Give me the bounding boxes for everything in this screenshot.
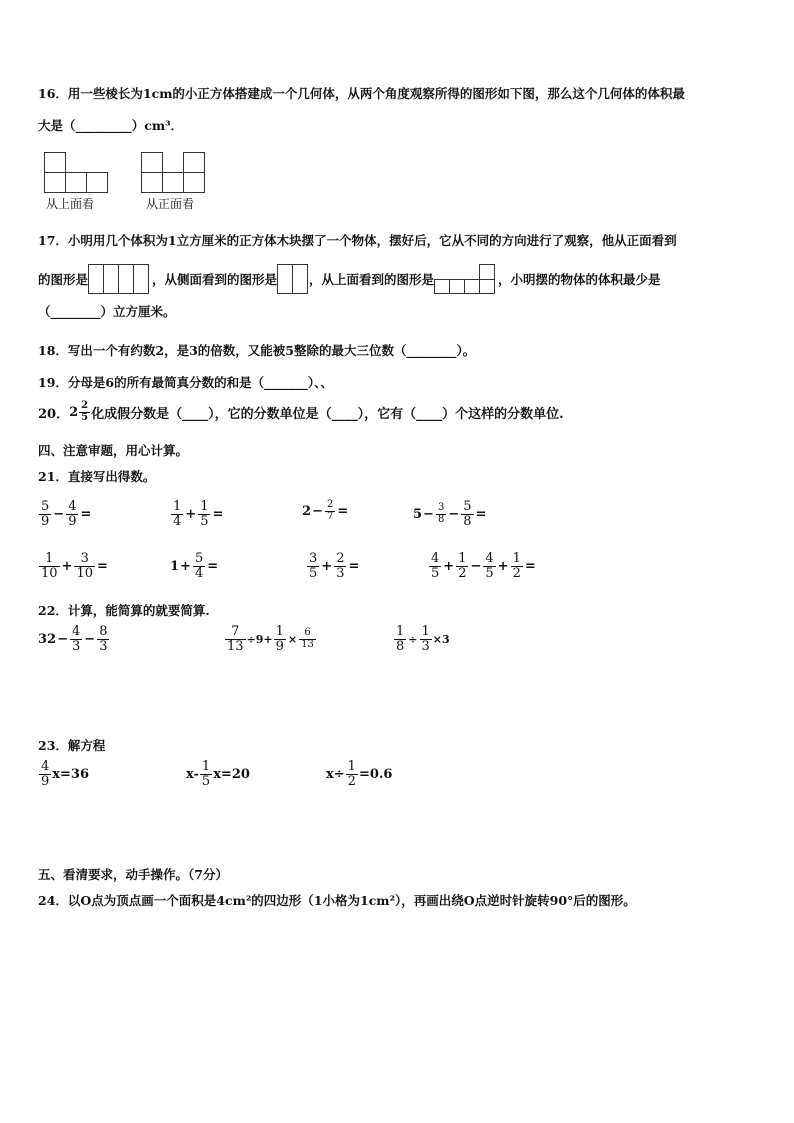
q21-expr-8: $\frac{4}{5}$ + $\frac{1}{2}$ − $\frac{4}{5}$ + $\frac{1}{2}$ = — [431, 551, 536, 581]
q20-whole: 2 — [69, 404, 79, 420]
q23-equation-2: x- $\frac{1}{5}$ x=20 — [186, 759, 250, 789]
q17-line3: （________）立方厘米。 — [38, 304, 176, 319]
q24-text: 24．以O点为顶点画一个面积是4cm²的四边形（1小格为1cm²），再画出绕O点逆时针旋转90°后的图形。 — [38, 893, 636, 908]
q17-top-view-figure — [434, 264, 498, 294]
q21-expr-3: 2 − $\frac{2}{7}$ = — [302, 499, 349, 522]
q16-caption-front: 从正面看 — [146, 197, 195, 211]
q20-text: 化成假分数是（____），它的分数单位是（____），它有（____）个这样的分数单位. — [91, 406, 564, 422]
q21-expr-5: $\frac{1}{10}$ + $\frac{3}{10}$ = — [41, 551, 108, 581]
q16-top-view-figure — [44, 152, 110, 194]
q20-line — [38, 401, 564, 423]
q22-title: 22．计算，能简算的就要简算. — [38, 603, 210, 618]
q17-line2-c: ，从上面看到的图形是 — [309, 272, 435, 287]
q22-expr-3: $\frac{1}{8}$ ÷ $\frac{1}{3}$ ×3 — [396, 624, 450, 654]
q21-expr-1: $\frac{5}{9}$ − $\frac{4}{9}$ = — [41, 499, 92, 529]
q21-expr-7: $\frac{3}{5}$ + $\frac{2}{3}$ = — [309, 551, 360, 581]
q17-side-view-figure — [277, 264, 309, 294]
q23-title: 23．解方程 — [38, 738, 106, 753]
q17-line2-a: 的图形是 — [38, 272, 89, 287]
q17-line2 — [38, 264, 661, 294]
q17-line2-d: ，小明摆的物体的体积最少是 — [498, 272, 661, 287]
q18-text: 18．写出一个有约数2，是3的倍数，又能被5整除的最大三位数（________）。 — [38, 343, 476, 358]
section4-title: 四、注意审题，用心计算。 — [38, 443, 189, 458]
q21-expr-2: $\frac{1}{4}$ + $\frac{1}{5}$ = — [173, 499, 224, 529]
q17-line1: 17．小明用几个体积为1立方厘米的正方体木块摆了一个物体，摆好后，它从不同的方向进行了观察，他从正面看到 — [38, 233, 677, 248]
q16-front-view-figure — [141, 152, 207, 194]
section5-title: 五、看清要求，动手操作。（7分） — [38, 867, 228, 882]
q21-expr-4: 5 − $\frac{3}{8}$ − $\frac{5}{8}$ = — [413, 499, 487, 529]
q20-fraction: $\frac{2}{5}$ — [81, 400, 89, 423]
q19-text: 19．分母是6的所有最简真分数的和是（_______）、、 — [38, 375, 333, 390]
q16-line1: 16．用一些棱长为1cm的小正方体搭建成一个几何体，从两个角度观察所得的图形如下图，那么这个几何体的体积最 — [38, 86, 685, 101]
q17-line2-b: ，从侧面看到的图形是 — [152, 272, 278, 287]
q22-expr-2: $\frac{7}{13}$ ÷9+ $\frac{1}{9}$ × $\frac{6}{13}$ — [227, 624, 314, 654]
q21-title: 21．直接写出得数。 — [38, 469, 156, 484]
q22-expr-1: 32 − $\frac{4}{3}$ − $\frac{8}{3}$ — [38, 624, 108, 654]
q17-front-view-figure — [88, 264, 152, 294]
q20-prefix: 20． — [38, 406, 70, 422]
q16-line2: 大是（_________）cm³． — [38, 118, 184, 133]
q16-caption-top: 从上面看 — [46, 197, 95, 211]
q23-equation-3: x÷ $\frac{1}{2}$ =0.6 — [326, 759, 393, 789]
q23-equation-1: $\frac{4}{9}$ x=36 — [41, 759, 90, 789]
q21-expr-6: 1 + $\frac{5}{4}$ = — [170, 551, 219, 581]
